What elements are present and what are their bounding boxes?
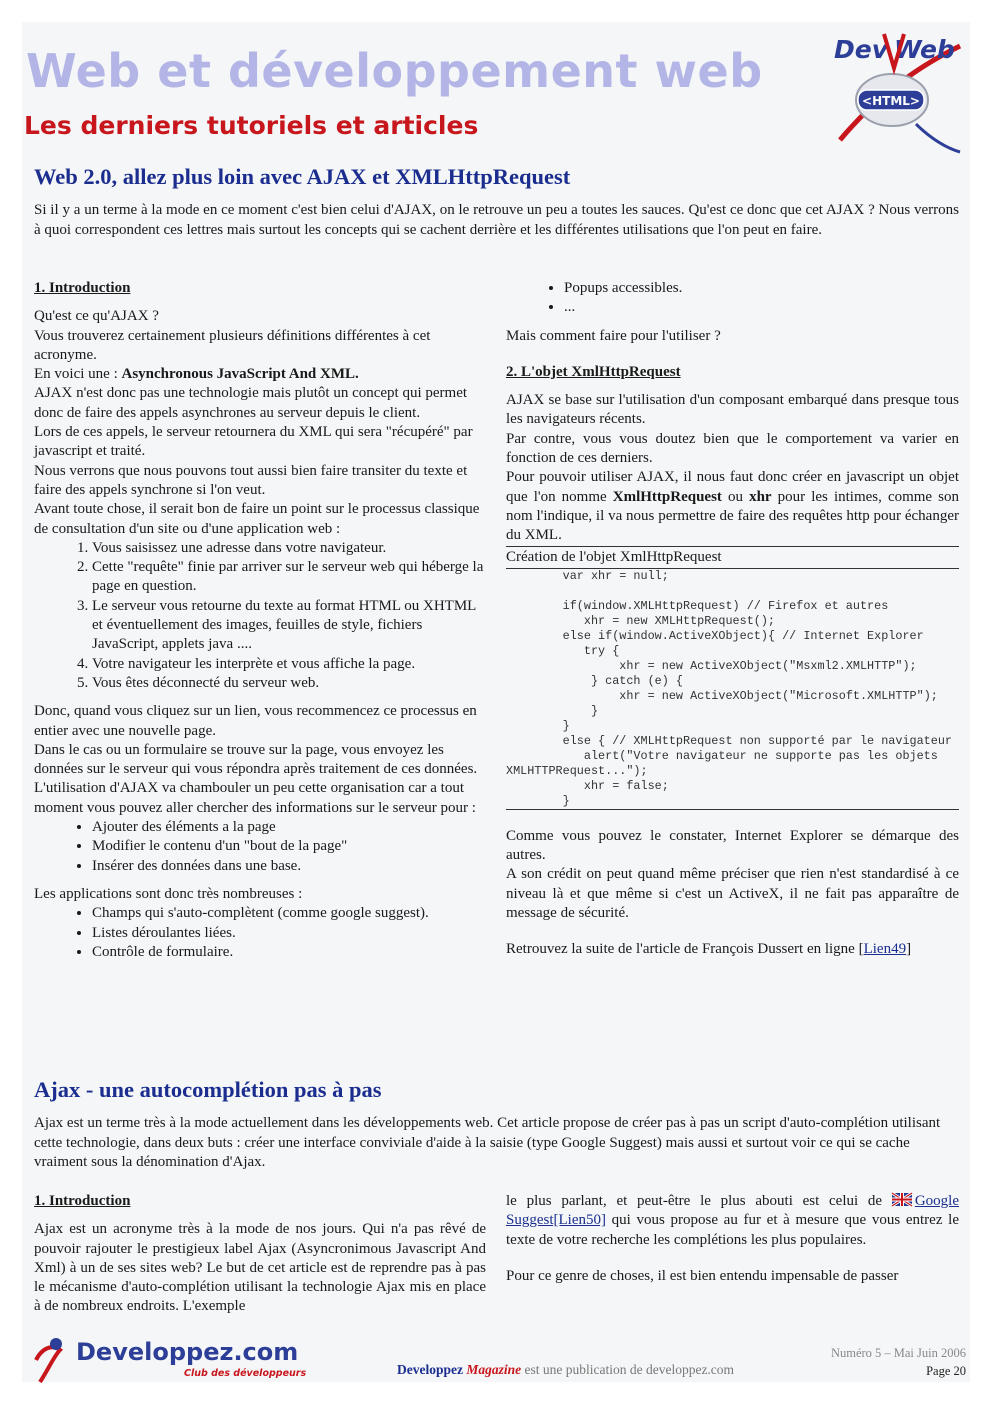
code-listing [506,546,959,810]
devweb-text-web: Web [894,35,955,64]
list-item: • Contrôle de formulaire. [92,943,486,962]
list-item: 1. Vous saisissez une adresse dans votre navigateur. [92,539,486,558]
code-block: var xhr = null; if(window.XMLHttpRequest) // Firefox et autres xhr = new XMLHttpRequest(); else if(window.ActiveXObject){ // Internet Explorer try { xhr = new ActiveXObject("Msxml2.XMLHTTP"); } catch (e) { xhr = new ActiveXObject("Microsoft.XMLHTTP"); } } else { // XMLHttpRequest non supporté par le navigateur alert("Votre navigateur ne supporte pas les objets XMLHTTPRequest..."); xhr = false; } [506,568,953,808]
developpez-logo [30,1330,307,1386]
site-subtitle: Les derniers tutoriels et articles [24,111,479,140]
devweb-logo [820,28,965,156]
article1-paragraph: Les applications sont donc très nombreuses : [34,885,303,902]
article1-paragraph: Nous verrons que nous pouvons tout aussi bien faire transiter du texte et faire des appels synchrone si l'on veut. [34,462,468,498]
applications-list-continued [506,279,959,318]
article1-paragraph: Lors de ces appels, le serveur retournera du XML qui sera "récupéré" par javascript et traité. [34,424,473,460]
list-item: • Champs qui s'auto-complètent (comme google suggest). [92,904,486,923]
article1-paragraph: Retrouvez la suite de l'article de François Dussert en ligne [Lien49] [506,941,912,958]
ajax-uses-list [34,818,486,876]
list-item: • Ajouter des éléments a la page [92,818,486,837]
article2-paragraph: Ajax est un acronyme très à la mode de nos jours. Qui n'a pas rêvé de pouvoir rajouter le prestigieux label Ajax (Asyncronimous Javascript And Xml) à un de ses sites web? Le but de cet article est de reprendre pas à pas le mécanisme d'auto-complétion utilisant la technologie Ajax mis en place à de nombreux endroits. L'exemple [34,1221,486,1315]
article1-paragraph: L'utilisation d'AJAX va chambouler un peu cette organisation car a tout moment vous pouvez aller chercher des informations sur le serveur pour : [34,780,476,816]
process-steps-list [34,539,486,693]
article1-intro: Si il y a un terme à la mode en ce moment c'est bien celui d'AJAX, on le retrouve un peu a toutes les sauces. Qu'est ce donc que cet AJAX ? Nous verrons à quoi correspondent ces lettres mais surtout les concepts qui se cachent derrière et les différentes utilisations que l'on peut en faire. [34,202,959,238]
list-item: 5. Vous êtes déconnecté du serveur web. [92,674,486,693]
article1-paragraph: Dans le cas ou un formulaire se trouve sur la page, vous envoyez les données sur le serveur qui vous répondra après traitement de ces données. [34,741,478,778]
list-item: • Modifier le contenu d'un "bout de la page" [92,837,486,856]
article1-right-column [506,279,959,960]
article1-paragraph: Par contre, vous vous doutez bien que le comportement va varier en fonction de ces derniers. [506,430,959,467]
article1-title: Web 2.0, allez plus loin avec AJAX et XMLHttpRequest [34,164,571,189]
article1-paragraph: En voici une : Asynchronous JavaScript And XML. [34,366,359,383]
article1-paragraph: Pour pouvoir utiliser AJAX, il nous faut donc créer en javascript un objet que l'on nomme XmlHttpRequest ou xhr pour les intimes, comme son nom l'indique, il va nous permettre de faire des requêtes http pour échanger du XML. [506,469,960,544]
link-google-suggest[interactable]: Google Suggest[Lien50] [506,1193,959,1229]
link-lien49[interactable]: Lien49 [863,941,907,958]
list-item: • Popups accessibles. [564,279,959,298]
ajax-expansion: Asynchronous JavaScript And XML. [121,366,359,383]
list-item: 4. Votre navigateur les interprète et vous affiche la page. [92,655,486,674]
article1-paragraph: Vous trouverez certainement plusieurs définitions différentes à cet acronyme. [34,327,431,363]
footer-magazine: Magazine [466,1362,522,1377]
devweb-badge-text: <HTML> [862,94,920,108]
article2-paragraph: le plus parlant, et peut-être le plus abouti est celui de Google Suggest[Lien50] qui vous propose au fur et à mesure que vous entrez le texte de votre recherche les complétions les plus populaires. [506,1193,959,1248]
list-item: • ... [564,298,959,317]
article1-paragraph: Avant toute chose, il serait bon de faire un point sur le processus classique de consultation d'un site ou d'une application web : [34,501,480,537]
article1-question: Qu'est ce qu'AJAX ? [34,308,159,325]
article1-left-column [34,279,486,962]
list-item: 2. Cette "requête" finie par arriver sur le serveur web qui héberge la page en question. [92,558,486,597]
footer-issue: Numéro 5 – Mai Juin 2006 [830,1346,966,1360]
footer-brand: Developpez [397,1362,463,1377]
article1-paragraph: Mais comment faire pour l'utiliser ? [506,327,721,344]
page-number: Page 20 [926,1364,966,1378]
article2-paragraph: Pour ce genre de choses, il est bien entendu impensable de passer [506,1267,899,1284]
list-item: 3. Le serveur vous retourne du texte au format HTML ou XHTML et éventuellement des images, feuilles de style, fichiers JavaScript, applets java .... [92,597,486,655]
developpez-logo-tagline: Club des développeurs [184,1368,307,1379]
article1-section2-heading: 2. L'objet XmlHttpRequest [506,363,681,380]
uk-flag-icon [892,1193,912,1206]
footer-publication-line [397,1362,734,1378]
footer-publication-text: est une publication de developpez.com [521,1362,735,1377]
list-item: • Insérer des données dans une base. [92,857,486,876]
devweb-text-dev: Dev [834,35,889,64]
list-item: • Listes déroulantes liées. [92,924,486,943]
developpez-logo-text: Developpez.com [76,1338,299,1366]
article2-intro: Ajax est un terme très à la mode actuellement dans les développements web. Cet article propose de créer pas à pas un script d'auto-complétion utilisant cette technologie, dans deux buts : créer une interface conviviale d'aide à la saisie (type Google Suggest) mais aussi et surtout voir ce qui se cache vraiment sous la dénomination d'Ajax. [34,1115,941,1170]
article2-left-column [34,1192,486,1317]
article2-section1-heading: 1. Introduction [34,1193,131,1209]
article2-right-column [506,1192,959,1286]
code-caption: Création de l'objet XmlHttpRequest [506,547,959,569]
article2-title: Ajax - une autocomplétion pas à pas [34,1077,382,1102]
article1-section1-heading: 1. Introduction [34,280,131,296]
article1-paragraph: A son crédit on peut quand même préciser que rien n'est standardisé à ce niveau là et que même si c'est un ActiveX, il ne fait pas apparaître de message de sécurité. [506,866,959,922]
article1-paragraph: AJAX se base sur l'utilisation d'un composant embarqué dans presque tous les navigateurs récents. [506,392,959,428]
article1-paragraph: AJAX n'est donc pas une technologie mais plutôt un concept qui permet donc de faire des appels asynchrones au serveur depuis le client. [34,385,468,421]
site-title: Web et développement web [26,44,763,98]
article1-paragraph: Donc, quand vous cliquez sur un lien, vous recommencez ce processus en entier avec une nouvelle page. [34,703,477,739]
applications-list [34,904,486,962]
article1-paragraph: Comme vous pouvez le constater, Internet Explorer se démarque des autres. [506,827,959,864]
